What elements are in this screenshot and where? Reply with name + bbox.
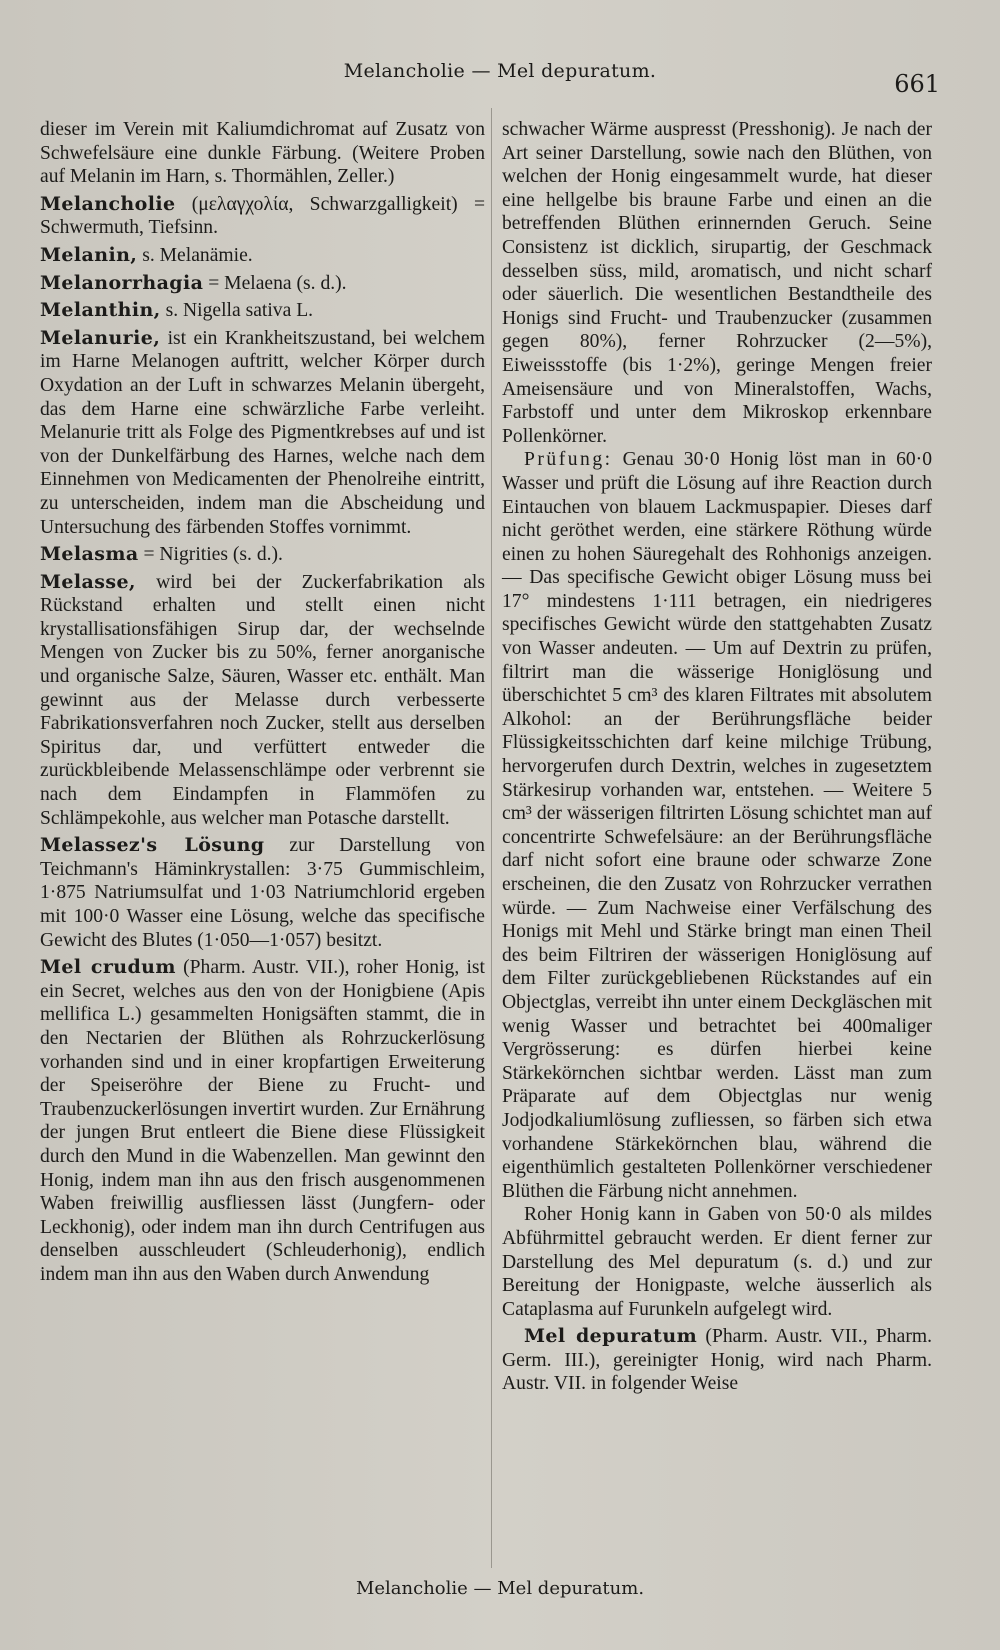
entry-text: s. Melanämie. bbox=[137, 244, 253, 266]
headword: Melasse, bbox=[40, 570, 136, 593]
headword: Melanorrhagia bbox=[40, 271, 204, 294]
left-column bbox=[40, 118, 485, 1287]
entry-melancholie bbox=[40, 193, 485, 240]
page-footer: Melancholie — Mel depuratum. bbox=[355, 1578, 645, 1599]
pruefung-paragraph bbox=[502, 448, 932, 1203]
entry-text: = Melaena (s. d.). bbox=[203, 272, 347, 294]
headword: Melanin, bbox=[40, 243, 138, 266]
continued-paragraph: dieser im Verein mit Kaliumdichromat auf Zusatz von Schwefelsäure eine dunkle Färbung. (Weitere Proben auf Melanin im Harn, s. Thormählen, Zeller.) bbox=[40, 119, 485, 188]
headword: Melasma bbox=[40, 543, 139, 566]
entry-text: zur Darstellung von Teichmann's Häminkrystallen: 3·75 Gummischleim, 1·875 Natriumsulfat und 1·03 Natriumchlorid ergeben mit 100·0 Wasser eine Lösung, welche das specifische Gewicht des Blutes (1·050—1·057) besitzt. bbox=[40, 835, 485, 951]
headword: Melassez's Lösung bbox=[40, 834, 265, 857]
right-column bbox=[502, 118, 932, 1396]
entry-melanurie bbox=[40, 327, 485, 539]
entry-text: (Pharm. Austr. VII.), roher Honig, ist ein Secret, welches aus den von der Honigbiene (Apis mellifica L.) gesammelten Honigsäften stammt, die in den Nectarien der Blüthen als Rohrzuckerlösung vorhanden sind und in einer kropfartigen Erweiterung der Speiseröhre der Biene zu Frucht- und Traubenzuckerlösungen invertirt wurden. Zur Ernährung der jungen Brut entleert die Biene diese Flüssigkeit durch den Mund in die Wabenzellen. Man gewinnt den Honig, indem man ihn aus den frisch ausgenommenen Waben freiwillig ausfliessen lässt (Jungfern- oder Leckhonig), oder indem man ihn durch Centrifugen aus denselben ausschleudert (Schleuderhonig), endlich indem man ihn aus den Waben durch Anwendung bbox=[40, 957, 485, 1285]
entry-text: wird bei der Zuckerfabrikation als Rückstand erhalten und stellt einen nicht krystallisationsfähigen Sirup dar, der wechselnde Mengen von Zucker bis zu 50%, ferner anorganische und organische Salze, Säuren, Wasser etc. enthält. Man gewinnt aus der Melasse durch verbesserte Fabrikationsverfahren noch Zucker, stellt aus derselben Spiritus dar, und verfüttert entweder die zurückbleibende Melassenschlämpe oder verbrennt sie nach dem Eindampfen in Flammöfen zu Schlämpekohle, aus welcher man Potasche darstellt. bbox=[40, 571, 485, 829]
entry-melassez-loesung bbox=[40, 834, 485, 952]
entry-melanorrhagia bbox=[40, 272, 485, 296]
entry-melasma bbox=[40, 543, 485, 567]
entry-text: = Nigrities (s. d.). bbox=[138, 544, 283, 566]
headword: Mel depuratum bbox=[524, 1325, 698, 1348]
entry-text: ist ein Krankheitszustand, bei welchem im Harne Melanogen auftritt, welcher Körper durch Oxydation an der Luft in schwarzes Melanin übergeht, das dem Harne eine schwärzliche Farbe verleiht. Melanurie tritt als Folge des Pigmentkrebses auf und ist von der Dunkelfärbung des Harnes, welche nach dem Einnehmen von Medicamenten der Phenolreihe eintritt, zu unterscheiden, indem man die Abscheidung und Untersuchung des färbenden Stoffes vornimmt. bbox=[40, 327, 485, 538]
entry-melasse bbox=[40, 571, 485, 831]
usage-paragraph: Roher Honig kann in Gaben von 50·0 als mildes Abführmittel gebraucht werden. Er dient ferner zur Darstellung des Mel depuratum (s. d.) und zur Bereitung der Honigpaste, welche äusserlich als Cataplasma auf Furunkeln aufgelegt wird. bbox=[502, 1204, 932, 1320]
entry-text: (Pharm. Austr. VII., Pharm. Germ. III.), gereinigter Honig, wird nach Pharm. Austr. VII. in folgender Weise bbox=[502, 1326, 932, 1395]
section-text: Genau 30·0 Honig löst man in 60·0 Wasser und prüft die Lösung auf ihre Reaction durch Eintauchen von blauem Lackmuspapier. Dieses darf nicht geröthet werden, eine stärkere Röthung würde einen zu hohen Säuregehalt des Rohhonigs anzeigen. — Das specifische Gewicht obiger Lösung muss bei 17° mindestens 1·111 betragen, ein niedrigeres specifisches Gewicht würde den stattgehabten Zusatz von Wasser andeuten. — Um auf Dextrin zu prüfen, filtrirt man die wässerige Honiglösung und überschichtet 5 cm³ des klaren Filtrates mit absolutem Alkohol: an der Berührungsfläche beider Flüssigkeitsschichten darf keine milchige Trübung, hervorgerufen durch Dextrin, welches in zugesetztem Stärkesirup vorhanden war, entstehen. — Weitere 5 cm³ der wässerigen filtrirten Lösung schichtet man auf concentrirte Schwefelsäure: an der Berührungsfläche darf nicht sofort eine braune oder schwarze Zone erscheinen, die den Zusatz von Rohrzucker verrathen würde. — Zum Nachweise einer Verfälschung des Honigs mit Mehl und Stärke bringt man einen Theil des beim Filtriren der wässerigen Honiglösung auf dem Filter zurückgebliebenen Rückstandes auf ein Objectglas, verreibt ihn unter einem Deckgläschen mit wenig Wasser und betrachtet bei 400maliger Vergrösserung: es dürfen hierbei keine Stärkekörnchen sichtbar werden. Lässt man zum Präparate auf dem Objectglas nur wenig Jodjodkaliumlösung zufliessen, so färben sich etwa vorhandene Stärkekörnchen blau, während die eigenthümlich gestalteten Pollenkörner verschiedener Blüthen die Färbung nicht annehmen. bbox=[502, 449, 932, 1202]
headword: Melanurie, bbox=[40, 326, 161, 349]
headword: Melanthin, bbox=[40, 299, 161, 322]
continued-paragraph: schwacher Wärme auspresst (Presshonig). Je nach der Art seiner Darstellung, sowie nach den Blüthen, von welchen der Honig eingesammelt wurde, hat dieser eine hellgelbe bis braune Farbe und einen an die betreffenden Blüthen erinnernden Geruch. Seine Consistenz ist dicklich, sirupartig, der Geschmack desselben süss, mild, aromatisch, und nicht scharf oder säuerlich. Die wesentlichen Bestandtheile des Honigs sind Frucht- und Traubenzucker (zusammen gegen 80%), ferner Rohrzucker (2—5%), Eiweissstoffe (bis 1·2%), geringe Mengen freier Ameisensäure und von Mineralstoffen, Wachs, Farbstoff und unter dem Mikroskop erkennbare Pollenkörner. bbox=[502, 119, 932, 447]
column-divider bbox=[491, 108, 492, 1568]
entry-text: (μελαγχολία, Schwarzgalligkeit) = Schwermuth, Tiefsinn. bbox=[40, 193, 485, 239]
headword: Mel crudum bbox=[40, 956, 176, 979]
entry-text: s. Nigella sativa L. bbox=[160, 300, 314, 322]
section-lead: Prüfung: bbox=[524, 449, 613, 471]
running-head: Melancholie — Mel depuratum. bbox=[343, 60, 657, 82]
headword: Melancholie bbox=[40, 192, 176, 215]
entry-melanthin bbox=[40, 299, 485, 323]
entry-mel-crudum bbox=[40, 956, 485, 1286]
entry-mel-depuratum bbox=[502, 1325, 932, 1396]
page-number: 661 bbox=[894, 70, 940, 98]
entry-melanin bbox=[40, 244, 485, 268]
